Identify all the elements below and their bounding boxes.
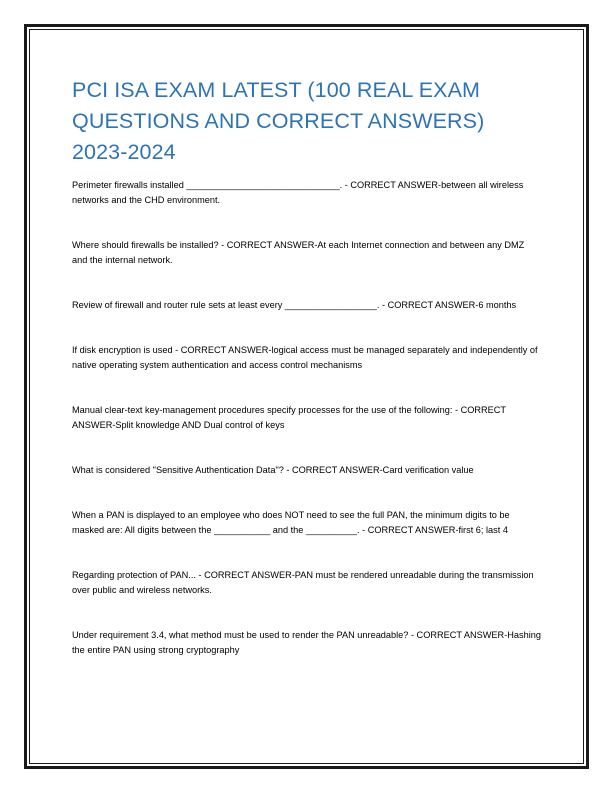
qa-item: What is considered "Sensitive Authentication Data"? - CORRECT ANSWER-Card verification value (72, 465, 474, 475)
qa-item: When a PAN is displayed to an employee who does NOT need to see the full PAN, the minimum digits to be masked are: All digits between the ___________ and the __________. - CORRECT ANSWER-first 6; last 4 (72, 510, 510, 535)
qa-item: Perimeter firewalls installed ______________________________. - CORRECT ANSWER-between all wireless networks and the CHD environment. (72, 180, 524, 205)
qa-item: Regarding protection of PAN... - CORRECT ANSWER-PAN must be rendered unreadable during the transmission over public and wireless networks. (72, 570, 534, 595)
qa-list (72, 178, 542, 658)
document-title: PCI ISA EXAM LATEST (100 REAL EXAM QUESTIONS AND CORRECT ANSWERS) 2023-2024 (72, 78, 485, 164)
qa-item: Where should firewalls be installed? - CORRECT ANSWER-At each Internet connection and between any DMZ and the internal network. (72, 240, 525, 265)
qa-item: Manual clear-text key-management procedures specify processes for the use of the following: - CORRECT ANSWER-Split knowledge AND Dual control of keys (72, 405, 506, 430)
document-content (72, 75, 542, 658)
qa-item: Under requirement 3.4, what method must be used to render the PAN unreadable? - CORRECT ANSWER-Hashing the entire PAN using strong cryptography (72, 630, 541, 655)
qa-item: If disk encryption is used - CORRECT ANSWER-logical access must be managed separately and independently of native operating system authentication and access control mechanisms (72, 345, 538, 370)
qa-item: Review of firewall and router rule sets at least every __________________. - CORRECT ANSWER-6 months (72, 300, 517, 310)
